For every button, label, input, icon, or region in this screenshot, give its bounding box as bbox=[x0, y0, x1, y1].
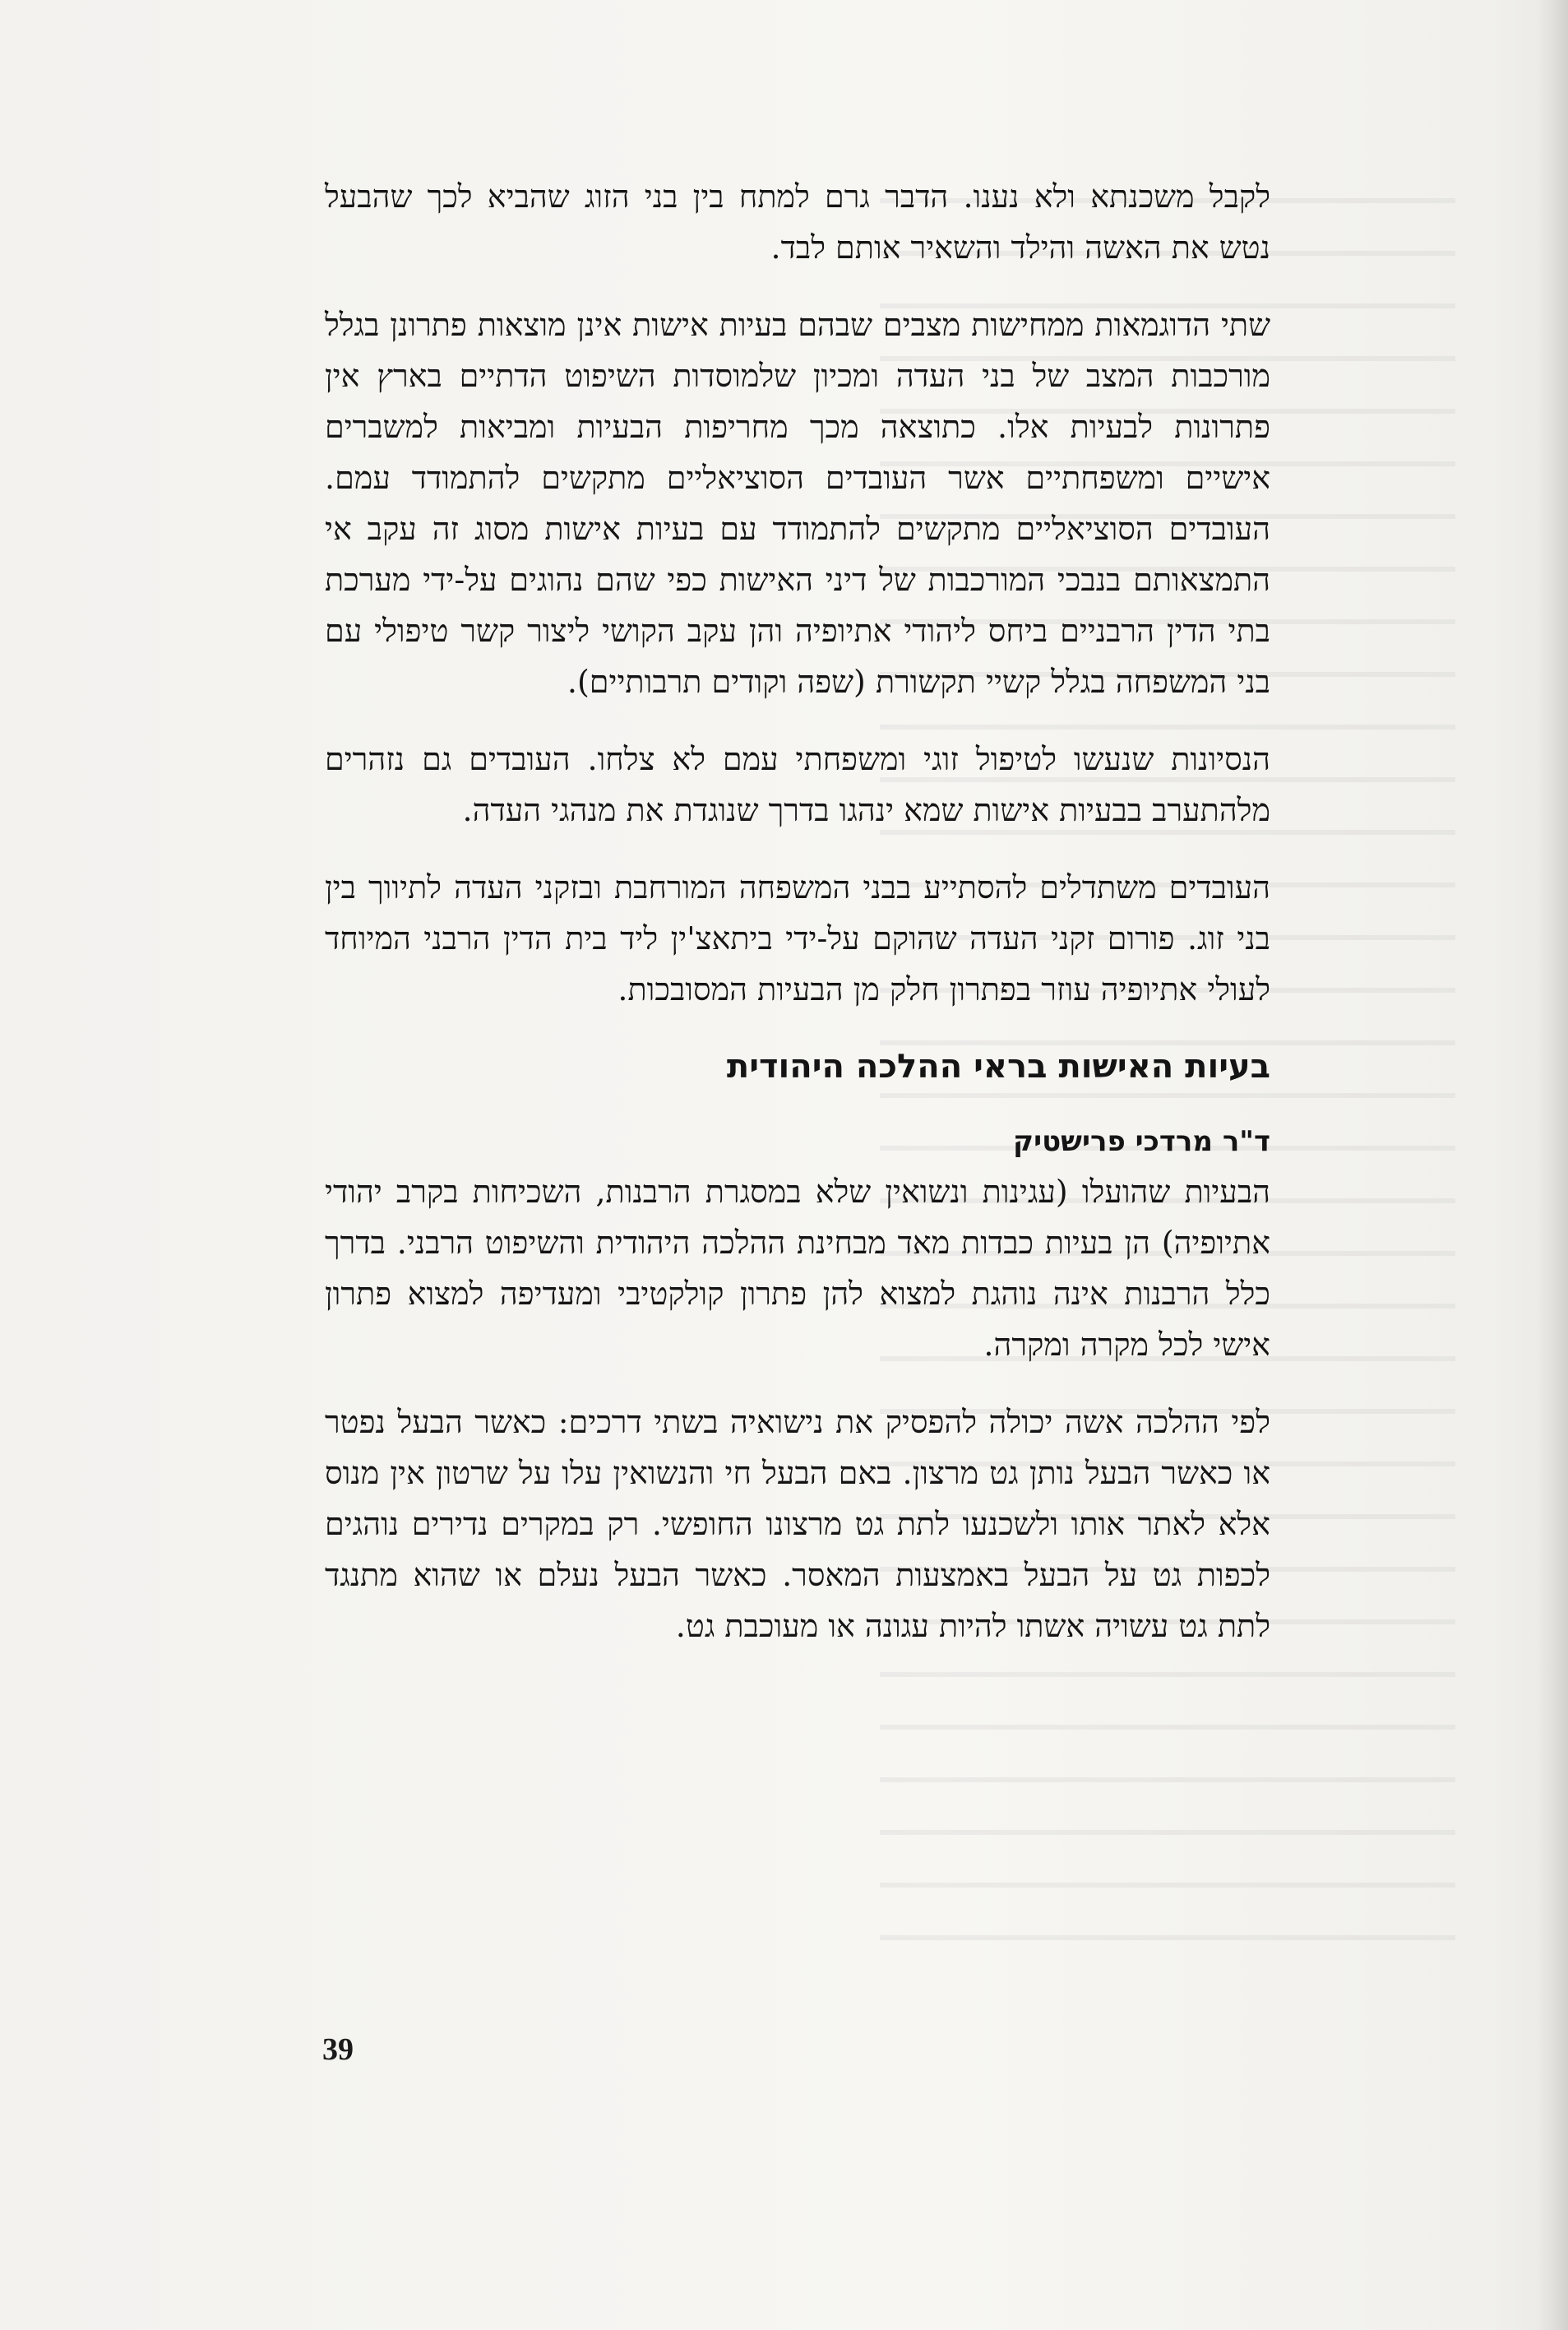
page-number: 39 bbox=[322, 2032, 354, 2067]
paragraph: הנסיונות שנעשו לטיפול זוגי ומשפחתי עמם לא צלחו. העובדים גם נזהרים מלהתערב בבעיות אישות שמא ינהגו בדרך שנוגדת את מנהגי העדה. bbox=[325, 741, 1271, 828]
paragraph: העובדים משתדלים להסתייע בבני המשפחה המורחבת ובזקני העדה לתיווך בין בני זוג. פורום זקני העדה שהוקם על-ידי ביתאצ'ין ליד בית הדין הרבני המיוחד לעולי אתיופיה עוזר בפתרון חלק מן הבעיות המסובכות. bbox=[325, 869, 1270, 1008]
paragraph: לפי ההלכה אשה יכולה להפסיק את נישואיה בשתי דרכים: כאשר הבעל נפטר או כאשר הבעל נותן גט מרצון. באם הבעל חי והנשואין עלו על שרטון אין מנוס אלא לאתר אותו ולשכנעו לתת גט מרצונו החופשי. רק במקרים נדירים נוהגים לכפות גט על הבעל באמצעות המאסר. כאשר הבעל נעלם או שהוא מתנגד לתת גט עשויה אשתו להיות עגונה או מעוכבת גט. bbox=[325, 1404, 1270, 1644]
paragraph: שתי הדוגמאות ממחישות מצבים שבהם בעיות אישות אינן מוצאות פתרונן בגלל מורכבות המצב של בני העדה ומכיון שלמוסדות השיפוט הדתיים בארץ אין פתרונות לבעיות אלו. כתוצאה מכך מחריפות הבעיות ומביאות למשברים אישיים ומשפחתיים אשר העובדים הסוציאליים מתקשים להתמודד עמם. העובדים הסוציאליים מתקשים להתמודד עם בעיות אישות מסוג זה עקב אי התמצאותם בנבכי המורכבות של דיני האישות כפי שהם נהוגים על-ידי מערכת בתי הדין הרבניים ביחס ליהודי אתיופיה והן עקב הקושי ליצור קשר טיפולי עם בני המשפחה בגלל קשיי תקשורת (שפה וקודים תרבותיים). bbox=[325, 307, 1271, 700]
page-edge-shadow bbox=[1537, 0, 1568, 2330]
section-author: ד"ר מרדכי פרישטיק bbox=[1013, 1125, 1270, 1158]
paragraph: הבעיות שהועלו (עגינות ונשואין שלא במסגרת הרבנות, השכיחות בקרב יהודי אתיופיה) הן בעיות כבדות מאד מבחינת ההלכה היהודית והשיפוט הרבני. בדרך כלל הרבנות אינה נוהגת למצוא להן פתרון קולקטיבי ומעדיפה למצוא פתרון אישי לכל מקרה ומקרה. bbox=[325, 1174, 1270, 1363]
section-heading: בעיות האישות בראי ההלכה היהודית bbox=[726, 1048, 1270, 1086]
paragraph: לקבל משכנתא ולא נענו. הדבר גרם למתח בין בני הזוג שהביא לכך שהבעל נטש את האשה והילד והשאיר אותם לבד. bbox=[325, 178, 1270, 266]
text-column bbox=[325, 171, 1270, 1678]
